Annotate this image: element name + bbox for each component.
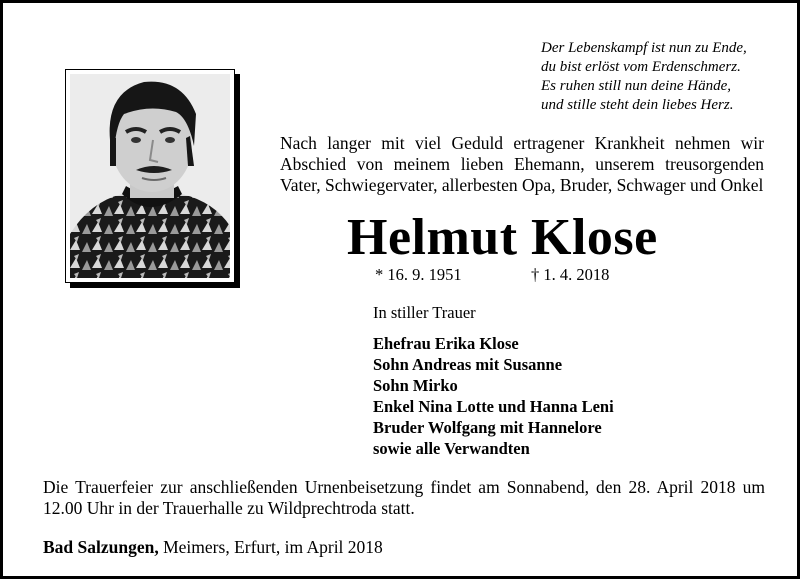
portrait-frame bbox=[65, 69, 235, 283]
mourner-entry: Ehefrau Erika Klose bbox=[373, 334, 519, 353]
intro-paragraph: Nach langer mit viel Geduld ertragener Krankheit nehmen wir Abschied von meinem lieben Ehemann, unserem treusorgenden Vater, Schwiegervater, allerbesten Opa, Bruder, Schwager und Onkel bbox=[280, 133, 764, 195]
mourner-entry: Sohn Mirko bbox=[373, 376, 458, 395]
poem-line: Der Lebenskampf ist nun zu Ende, bbox=[541, 40, 747, 56]
poem-line: und stille steht dein liebes Herz. bbox=[541, 97, 734, 113]
portrait-photo bbox=[70, 74, 230, 278]
mourning-label: In stiller Trauer bbox=[373, 303, 476, 322]
birth-date: * 16. 9. 1951 bbox=[375, 265, 462, 284]
funeral-notice: Die Trauerfeier zur anschließenden Urnenbeisetzung findet am Sonnabend, den 28. April 2018 um 12.00 Uhr in der Trauerhalle zu Wildprechtroda statt. bbox=[43, 477, 765, 518]
poem-line: du bist erlöst vom Erdenschmerz. bbox=[541, 59, 741, 75]
poem-verse bbox=[541, 39, 781, 115]
deceased-name: Helmut Klose bbox=[347, 209, 658, 266]
mourners-list bbox=[373, 333, 614, 459]
place-date-line bbox=[43, 537, 383, 558]
footer-place: Bad Salzungen, bbox=[43, 537, 159, 557]
mourner-entry: Sohn Andreas mit Susanne bbox=[373, 355, 563, 374]
poem-line: Es ruhen still nun deine Hände, bbox=[541, 78, 731, 94]
mourner-entry: Enkel Nina Lotte und Hanna Leni bbox=[373, 397, 614, 416]
death-date: † 1. 4. 2018 bbox=[531, 265, 610, 284]
mourner-entry: sowie alle Verwandten bbox=[373, 439, 530, 458]
mourner-entry: Bruder Wolfgang mit Hannelore bbox=[373, 418, 602, 437]
footer-rest: Meimers, Erfurt, im April 2018 bbox=[158, 537, 383, 557]
